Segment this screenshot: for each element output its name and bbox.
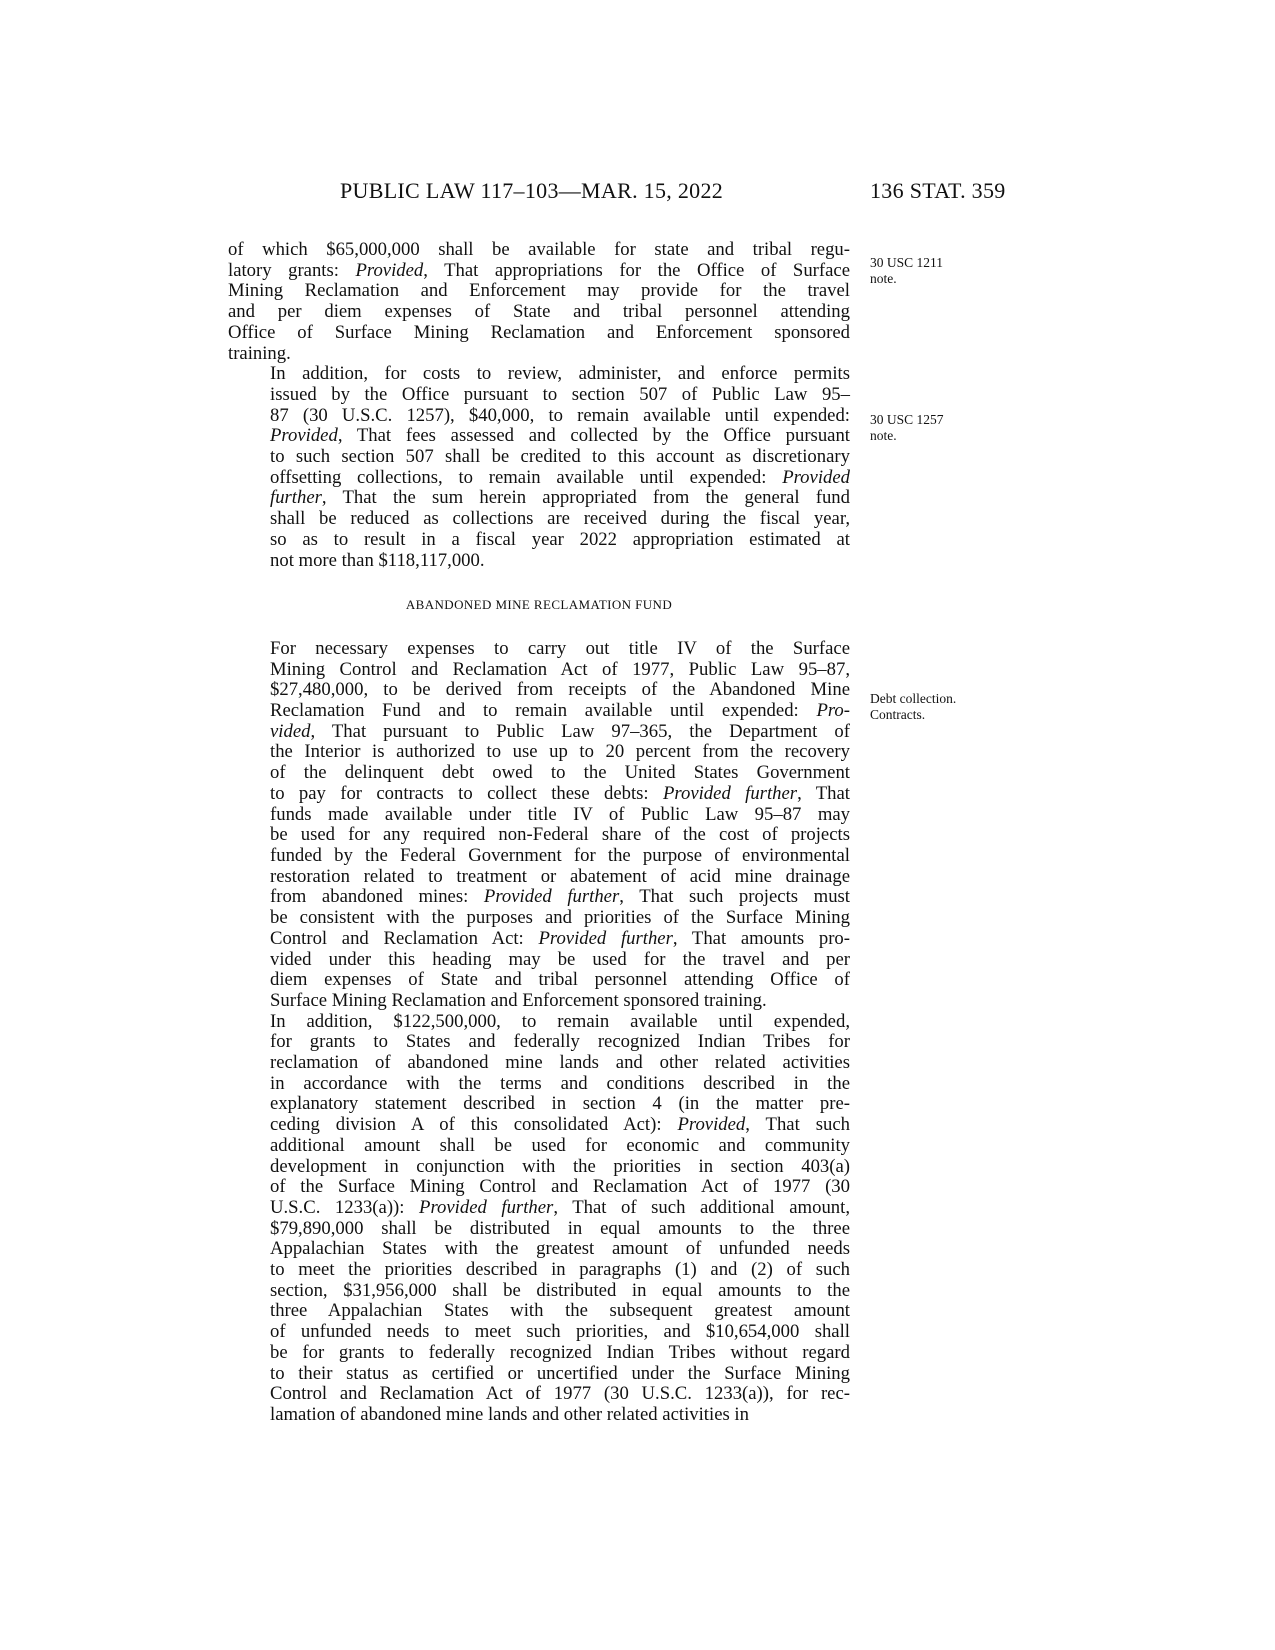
margin-note-line: Contracts.	[870, 707, 926, 722]
margin-note-line: note.	[870, 428, 897, 443]
text-line: Provided, That fees assessed and collected by the Office pursuant	[270, 425, 850, 447]
text-line: training.	[228, 342, 291, 364]
text-line: $79,890,000 shall be distributed in equal amounts to the three	[270, 1217, 850, 1239]
running-head: PUBLIC LAW 117–103—MAR. 15, 2022	[340, 178, 724, 203]
text-line: In addition, for costs to review, administer, and enforce permits	[270, 363, 850, 385]
margin-note-debt-collection	[870, 691, 956, 723]
page-number: 136 STAT. 359	[870, 178, 1006, 203]
text-line: be consistent with the purposes and priorities of the Surface Mining	[270, 907, 850, 929]
margin-note-usc-1211	[870, 255, 943, 287]
text-line: be for grants to federally recognized Indian Tribes without regard	[270, 1341, 850, 1363]
document-body	[228, 240, 850, 1426]
text-line: further, That the sum herein appropriated from the general fund	[270, 487, 850, 509]
italic-term: further	[270, 487, 322, 509]
margin-note-usc-1257	[870, 412, 944, 444]
text-line: to their status as certified or uncertified under the Surface Mining	[270, 1362, 850, 1384]
text-line: from abandoned mines: Provided further, That such projects must	[270, 886, 850, 908]
section-heading: ABANDONED MINE RECLAMATION FUND	[405, 597, 673, 613]
text-line: so as to result in a fiscal year 2022 appropriation estimated at	[270, 528, 850, 550]
page-header	[0, 178, 1275, 218]
margin-note-line: 30 USC 1257	[870, 412, 944, 427]
text-line: explanatory statement described in section 4 (in the matter pre-	[270, 1093, 850, 1115]
text-line: restoration related to treatment or abatement of acid mine drainage	[270, 865, 850, 887]
italic-term: Provided	[677, 1114, 746, 1136]
text-line: U.S.C. 1233(a)): Provided further, That of such additional amount,	[270, 1196, 850, 1218]
italic-term: Provided	[355, 259, 424, 281]
text-line: development in conjunction with the priorities in section 403(a)	[270, 1155, 850, 1177]
text-line: Reclamation Fund and to remain available until expended: Pro-	[270, 700, 850, 722]
italic-term: Provided further	[483, 886, 620, 908]
text-line: $27,480,000, to be derived from receipts of the Abandoned Mine	[270, 679, 850, 701]
italic-term: Provided	[782, 466, 850, 488]
text-line: diem expenses of State and tribal personnel attending Office of	[270, 969, 850, 991]
paragraph-2	[228, 364, 850, 571]
margin-note-line: 30 USC 1211	[870, 255, 944, 270]
italic-term: vided	[270, 720, 311, 742]
paragraph-3	[228, 639, 850, 1012]
margin-note-line: Debt collection.	[870, 691, 957, 706]
text-line: of unfunded needs to meet such priorities, and $10,654,000 shall	[270, 1321, 850, 1343]
text-line: In addition, $122,500,000, to remain available until expended,	[270, 1010, 850, 1032]
text-line: additional amount shall be used for economic and community	[270, 1134, 850, 1156]
text-line: Office of Surface Mining Reclamation and Enforcement sponsored	[228, 321, 850, 343]
text-line: Control and Reclamation Act: Provided further, That amounts pro-	[270, 927, 850, 949]
text-line: vided under this heading may be used for the travel and per	[270, 948, 850, 970]
text-line: for grants to States and federally recognized Indian Tribes for	[270, 1031, 850, 1053]
text-line: funds made available under title IV of Public Law 95–87 may	[270, 803, 850, 825]
text-line: three Appalachian States with the subsequent greatest amount	[270, 1300, 850, 1322]
italic-term: Pro-	[816, 700, 850, 722]
text-line: in accordance with the terms and conditions described in the	[270, 1072, 850, 1094]
text-line: Mining Control and Reclamation Act of 1977, Public Law 95–87,	[270, 658, 850, 680]
text-line: ceding division A of this consolidated Act): Provided, That such	[270, 1114, 850, 1136]
text-line: latory grants: Provided, That appropriations for the Office of Surface	[228, 259, 850, 281]
text-line: reclamation of abandoned mine lands and other related activities	[270, 1052, 850, 1074]
italic-term: Provided	[270, 425, 338, 447]
text-line: section, $31,956,000 shall be distributed in equal amounts to the	[270, 1279, 850, 1301]
text-line: to such section 507 shall be credited to this account as discretionary	[270, 446, 850, 468]
text-line: and per diem expenses of State and tribal personnel attending	[228, 301, 850, 323]
italic-term: Provided further	[419, 1196, 554, 1218]
italic-term: Provided further	[538, 927, 673, 949]
text-line: not more than $118,117,000.	[270, 549, 485, 571]
text-line: Appalachian States with the greatest amount of unfunded needs	[270, 1238, 850, 1260]
text-line: Mining Reclamation and Enforcement may provide for the travel	[228, 280, 850, 302]
text-line: funded by the Federal Government for the purpose of environmental	[270, 844, 850, 866]
text-line: issued by the Office pursuant to section 507 of Public Law 95–	[270, 383, 850, 405]
text-line: of the delinquent debt owed to the United States Government	[270, 762, 850, 784]
text-line: of which $65,000,000 shall be available for state and tribal regu-	[228, 239, 850, 260]
paragraph-1	[228, 240, 850, 364]
text-line: offsetting collections, to remain available until expended: Provided	[270, 466, 850, 488]
text-line: to meet the priorities described in paragraphs (1) and (2) of such	[270, 1259, 850, 1281]
text-line: the Interior is authorized to use up to 20 percent from the recovery	[270, 741, 850, 763]
text-line: to pay for contracts to collect these debts: Provided further, That	[270, 782, 850, 804]
text-line: of the Surface Mining Control and Reclamation Act of 1977 (30	[270, 1176, 850, 1198]
text-line: For necessary expenses to carry out title IV of the Surface	[270, 637, 850, 659]
margin-note-line: note.	[870, 271, 897, 286]
paragraph-4	[228, 1012, 850, 1426]
italic-term: Provided further	[662, 782, 798, 804]
text-line: 87 (30 U.S.C. 1257), $40,000, to remain available until expended:	[270, 404, 850, 426]
text-line: be used for any required non-Federal share of the cost of projects	[270, 824, 850, 846]
text-line: Control and Reclamation Act of 1977 (30 U.S.C. 1233(a)), for rec-	[270, 1383, 850, 1405]
text-line: shall be reduced as collections are received during the fiscal year,	[270, 508, 850, 530]
text-line: vided, That pursuant to Public Law 97–365, the Department of	[270, 720, 850, 742]
text-line: lamation of abandoned mine lands and other related activities in	[270, 1403, 749, 1425]
text-line: Surface Mining Reclamation and Enforcement sponsored training.	[270, 989, 767, 1011]
